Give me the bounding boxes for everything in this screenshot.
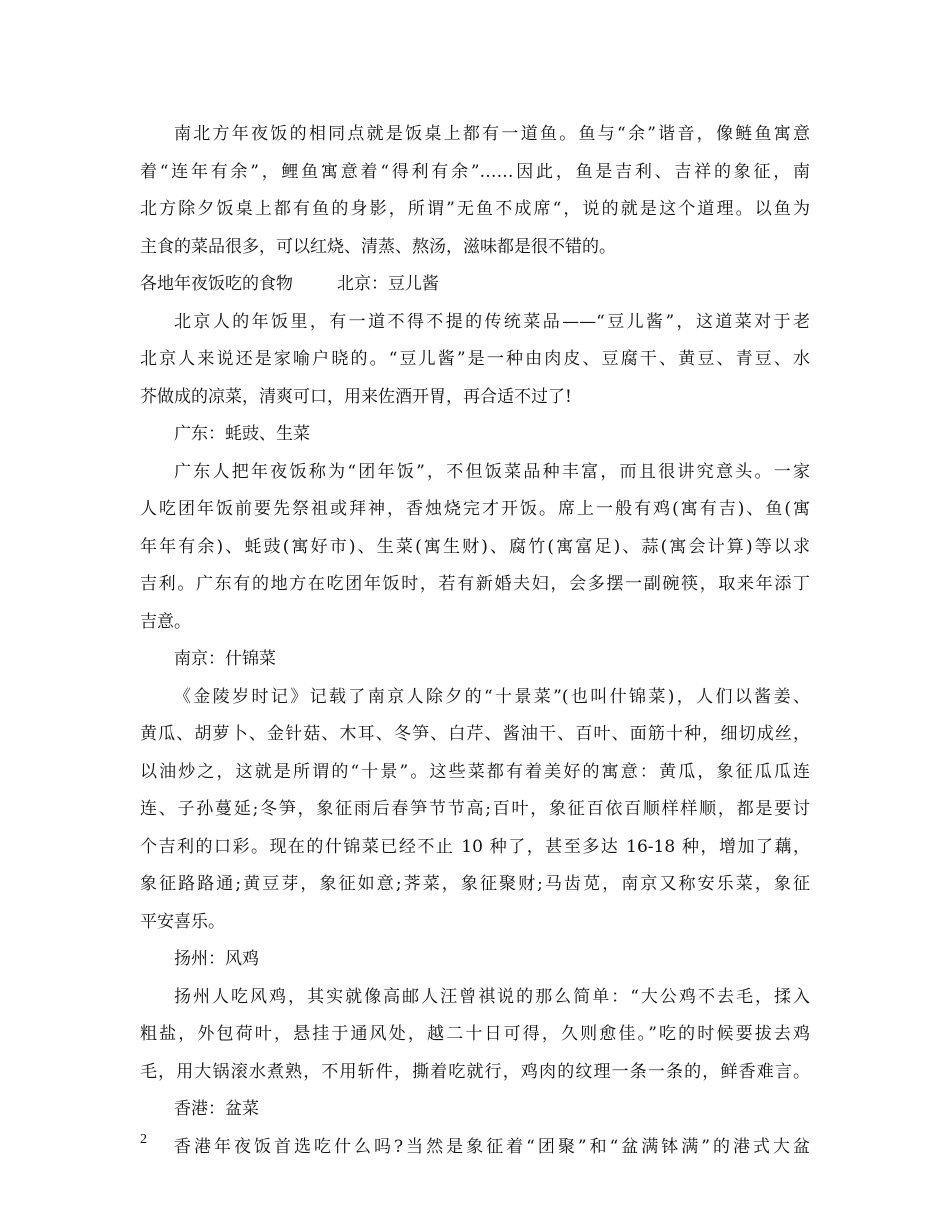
text-line: 连、子孙蔓延;冬笋，象征雨后春笋节节高;百叶，象征百依百顺样样顺，都是要讨 bbox=[140, 799, 810, 819]
text-line: 个吉利的口彩。现在的什锦菜已经不止 10 种了，甚至多达 16-18 种，增加了藕， bbox=[140, 836, 810, 857]
text-line: 芥做成的凉菜，清爽可口，用来佐酒开胃，再合适不过了! bbox=[140, 386, 572, 407]
text-line: 以油炒之，这就是所谓的“十景”。这些菜都有着美好的寓意：黄瓜，象征瓜瓜连 bbox=[140, 761, 810, 782]
text-line: 香港：盆菜 bbox=[174, 1099, 259, 1119]
text-line: 北京人的年饭里，有一道不得不提的传统菜品——“豆儿酱”，这道菜对于老 bbox=[174, 311, 810, 332]
text-line: 黄瓜、胡萝卜、金针菇、木耳、冬笋、白芹、酱油干、百叶、面筋十种，细切成丝， bbox=[140, 724, 810, 744]
text-line: 香港年夜饭首选吃什么吗?当然是象征着“团聚”和“盆满钵满”的港式大盆 bbox=[174, 1136, 810, 1157]
heading-right: 北京：豆儿酱 bbox=[337, 274, 439, 294]
text-line: 着“连年有余”，鲤鱼寓意着“得利有余”……因此，鱼是吉利、吉祥的象征，南 bbox=[140, 161, 810, 182]
text-line: 广东人把年夜饭称为“团年饭”，不但饭菜品种丰富，而且很讲究意头。一家 bbox=[174, 461, 810, 482]
text-line: 北京人来说还是家喻户晓的。“豆儿酱”是一种由肉皮、豆腐干、黄豆、青豆、水 bbox=[140, 349, 810, 369]
text-line: 吉意。 bbox=[140, 611, 191, 632]
text-line: 人吃团年饭前要先祭祖或拜神，香烛烧完才开饭。席上一般有鸡(寓有吉)、鱼(寓 bbox=[140, 499, 810, 519]
text-line: 北方除夕饭桌上都有鱼的身影，所谓”无鱼不成席“，说的就是这个道理。以鱼为 bbox=[140, 199, 810, 219]
text-line: 吉利。广东有的地方在吃团年饭时，若有新婚夫妇，会多摆一副碗筷，取来年添丁 bbox=[140, 574, 810, 594]
page-number: 2 bbox=[140, 1132, 147, 1147]
text-line: 南京：什锦菜 bbox=[174, 649, 276, 669]
section-heading bbox=[140, 266, 810, 304]
text-line: 年年有余)、蚝豉(寓好市)、生菜(寓生财)、腐竹(寓富足)、蒜(寓会计算)等以求 bbox=[140, 536, 810, 557]
text-line: 平安喜乐。 bbox=[140, 911, 225, 932]
text-line: 南北方年夜饭的相同点就是饭桌上都有一道鱼。鱼与“余”谐音，像鲢鱼寓意 bbox=[174, 124, 810, 144]
heading-left: 各地年夜饭吃的食物 bbox=[140, 274, 293, 294]
text-line: 扬州人吃风鸡，其实就像高邮人汪曾祺说的那么简单：“大公鸡不去毛，揉入 bbox=[174, 986, 810, 1007]
text-line: 扬州：风鸡 bbox=[174, 949, 259, 969]
text-line: 广东：蚝豉、生菜 bbox=[174, 424, 310, 444]
document-body bbox=[140, 116, 810, 1166]
text-line: 粗盐，外包荷叶，悬挂于通风处，越二十日可得，久则愈佳。”吃的时候要拔去鸡 bbox=[140, 1024, 810, 1044]
text-line: 《金陵岁时记》记载了南京人除夕的“十景菜”(也叫什锦菜)，人们以酱姜、 bbox=[174, 686, 810, 707]
text-line: 象征路路通;黄豆芽，象征如意;荠菜，象征聚财;马齿苋，南京又称安乐菜，象征 bbox=[140, 874, 810, 894]
text-line: 毛，用大锅滚水煮熟，不用斩件，撕着吃就行，鸡肉的纹理一条一条的，鲜香难言。 bbox=[140, 1061, 810, 1082]
text-line: 主食的菜品很多，可以红烧、清蒸、熬汤，滋味都是很不错的。 bbox=[140, 236, 616, 257]
